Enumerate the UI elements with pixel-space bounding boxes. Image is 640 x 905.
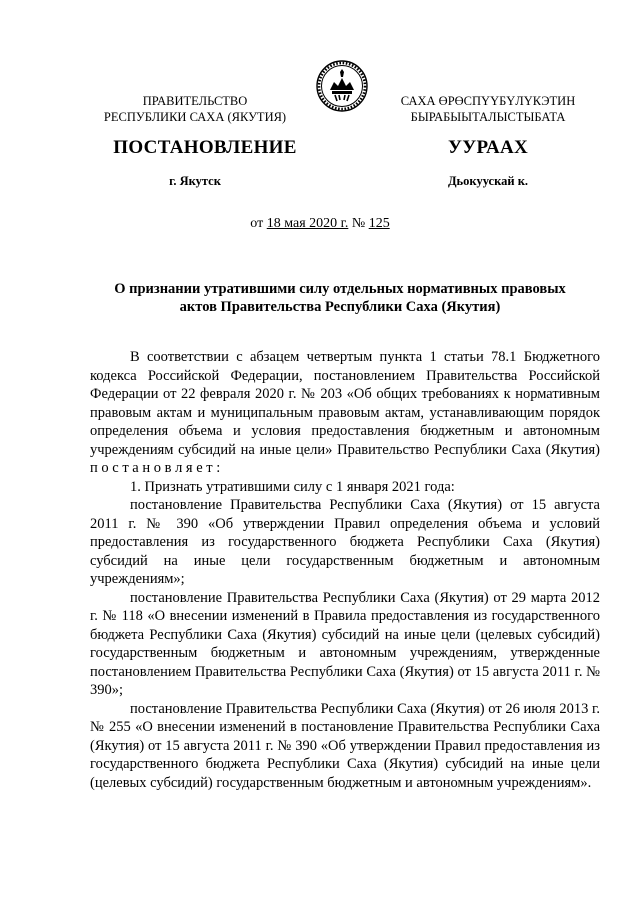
- document-body: [90, 348, 600, 792]
- coat-of-arms-icon: [316, 60, 368, 112]
- authority-ru-line1: ПРАВИТЕЛЬСТВО: [142, 94, 248, 108]
- document-dateline: [0, 216, 640, 232]
- subject-line2: актов Правительства Республики Саха (Якутия): [179, 299, 501, 315]
- city-ru: г. Якутск: [169, 174, 221, 188]
- body-paragraph-item1: 1. Признать утратившими силу с 1 января 2021 года:: [130, 478, 455, 495]
- document-number: 125: [368, 216, 390, 231]
- document-date: 18 мая 2020 г.: [266, 216, 349, 231]
- body-paragraph-preamble: В соответствии с абзацем четвертым пункта 1 статьи 78.1 Бюджетного кодекса Российской Федерации, постановлением Правительства Российской Федерации от 22 февраля 2020 г. № 203 «Об общих требованиях к нормативным правовым актам и муниципальным правовым актам, устанавливающим порядок определения объема и условия предоставления бюджетным и автономным учреждениям субсидий на иные цели» Правительство Республики Саха (Якутия) п о с т а н о в л я е т :: [90, 349, 600, 476]
- authority-ru-line2: РЕСПУБЛИКИ САХА (ЯКУТИЯ): [103, 110, 287, 124]
- body-paragraph-act3: постановление Правительства Республики Саха (Якутия) от 26 июля 2013 г. № 255 «О внесении изменений в постановление Правительства Республики Саха (Якутия) от 15 августа 2011 г. № 390 «Об утверждении Правил предоставления из государственного бюджета Республики Саха (Якутия) субсидий на иные цели (целевых субсидий) государственным бюджетным и автономным учреждениям».: [90, 700, 600, 791]
- subject-line1: О признании утратившими силу отдельных нормативных правовых: [114, 281, 566, 297]
- header-left-authority: [95, 93, 295, 125]
- date-prefix: от: [250, 216, 264, 231]
- authority-sah-line1: САХА ӨРӨСПҮҮБҮЛҮКЭТИН: [400, 94, 576, 108]
- authority-sah-line2: БЫРАБЫЫТАЛЫСТЫБАТА: [410, 110, 566, 124]
- city-sah: Дьокуускай к.: [447, 174, 529, 188]
- header-right-authority: [388, 93, 588, 125]
- doc-type-sah: УУРААХ: [447, 137, 529, 158]
- body-paragraph-act1: постановление Правительства Республики Саха (Якутия) от 15 августа 2011 г. № 390 «Об утверждении Правил определения объема и условий предоставления из государственного бюджета Республики Саха (Якутия) субсидий на иные цели государственным бюджетным и автономным учреждениям»;: [90, 497, 600, 587]
- document-subject: [90, 280, 590, 316]
- doc-type-ru: ПОСТАНОВЛЕНИЕ: [113, 137, 297, 158]
- body-paragraph-act2: постановление Правительства Республики Саха (Якутия) от 29 марта 2012 г. № 118 «О внесении изменений в Правила предоставления из государственного бюджета Республики Саха (Якутия) субсидий на иные цели (целевых субсидий) государственным бюджетным и автономным учреждениям, утвержденные постановлением Правительства Республики Саха (Якутия) от 15 августа 2011 г. № 390»;: [90, 589, 600, 698]
- number-sign: №: [351, 216, 366, 231]
